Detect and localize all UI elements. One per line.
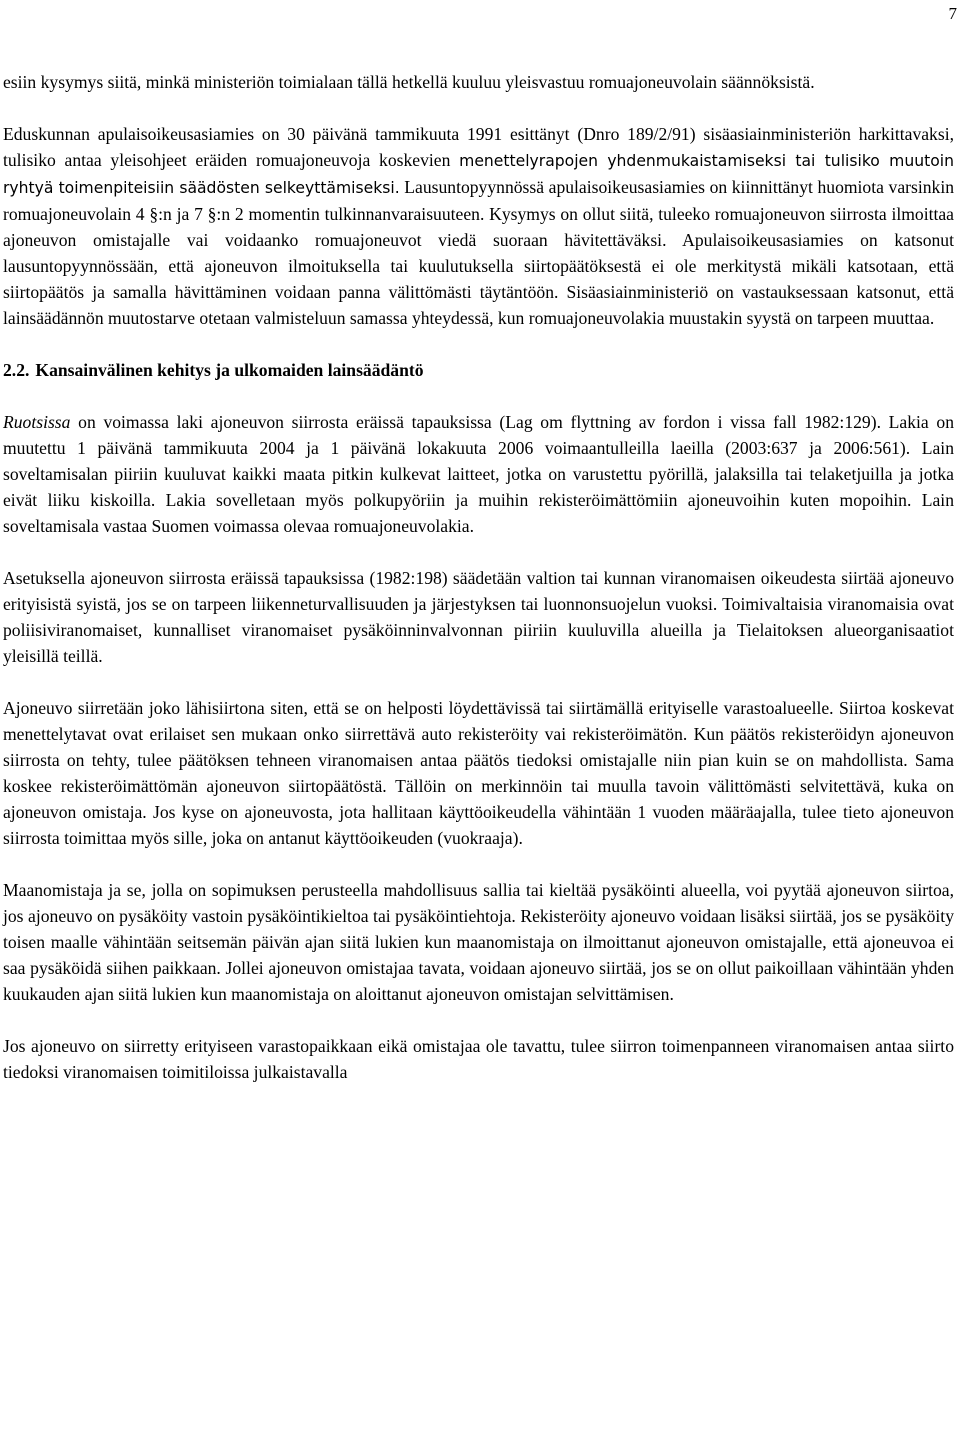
country-name: Ruotsissa [3, 412, 71, 432]
paragraph-text: Ajoneuvo siirretään joko lähisiirtona siten, että se on helposti löydettävissä tai siirtämällä erityiselle varastoalueelle. Siirtoa koskevat menettelytavat ovat erilaiset sen mukaan onko siirrettävä auto rekisteröity vai rekisteröimätön. Kun päätös rekisteröidyn ajoneuvon siirrosta on tehty, tulee päätöksen tehneen viranomaisen antaa päätös tiedoksi omistajalle niin pian kuin se on mahdollista. Sama koskee rekisteröimättömän ajoneuvon siirtopäätöstä. Tällöin on merkinnöin tai muulla tavoin välittömästi selvitettävä, kuka on ajoneuvon omistaja. Jos kyse on ajoneuvosta, jota hallitaan käyttöoikeudella vähintään 1 vuoden määräajalla, tulee tieto ajoneuvon siirrosta toimittaa myös sille, joka on antanut käyttöoikeuden (vuokraaja). [3, 698, 954, 848]
paragraph-text: esiin kysymys siitä, minkä ministeriön toimialaan tällä hetkellä kuuluu yleisvastuu romuajoneuvolain säännöksistä. [3, 72, 815, 92]
paragraph-sweden-law [3, 409, 954, 539]
paragraph-ombudsman [3, 121, 954, 331]
paragraph-text: Asetuksella ajoneuvon siirrosta eräissä tapauksissa (1982:198) säädetään valtion tai kunnan viranomaisen oikeudesta siirtää ajoneuvo erityisistä syistä, jos se on tarpeen liikenneturvallisuuden ja järjestyksen tai luonnonsuojelun vuoksi. Toimivaltaisia viranomaisia ovat poliisiviranomaiset, kunnalliset viranomaiset pysäköinninvalvonnan piiriin kuuluvilla alueilla ja Tielaitoksen alueorganisaatiot yleisillä teillä. [3, 568, 954, 666]
paragraph-text: on voimassa laki ajoneuvon siirrosta eräissä tapauksissa (Lag om flyttning av fordon i vissa fall 1982:129). Lakia on muutettu 1 päivänä tammikuuta 2004 ja 1 päivänä lokakuuta 2006 voimaantulleilla laeilla (2003:637 ja 2006:561). Lain soveltamisalan piiriin kuuluvat kaikki maata pitkin kulkevat laitteet, jotka on varustettu pyörillä, jalaksilla tai telaketjuilla ja jotka eivät liiku kiskoilla. Lakia sovelletaan myös polkupyöriin ja muihin rekisteröimättömiin ajoneuvoihin kuten mopoihin. Lain soveltamisala vastaa Suomen voimassa olevaa romuajoneuvolakia. [3, 412, 954, 536]
paragraph-decree [3, 565, 954, 669]
section-title: Kansainvälinen kehitys ja ulkomaiden lainsäädäntö [35, 360, 424, 380]
section-heading [3, 357, 954, 383]
page-number: 7 [948, 4, 957, 23]
paragraph-text-part-a: Eduskunnan apulaisoikeusasiamies on 30 päivänä tammikuuta 1991 esittänyt (Dnro 189/2/91) sisäasiainministeriön harkittavaksi, tulisiko antaa yleisohjeet eräiden romuajoneuvoja koskevien [3, 124, 954, 170]
paragraph-text: Jos ajoneuvo on siirretty erityiseen varastopaikkaan eikä omistajaa ole tavattu, tulee siirron toimenpanneen viranomaisen antaa siirto tiedoksi viranomaisen toimitiloissa julkaistavalla [3, 1036, 954, 1082]
paragraph-storage [3, 1033, 954, 1085]
paragraph-text: Maanomistaja ja se, jolla on sopimuksen perusteella mahdollisuus sallia tai kieltää pysäköinti alueella, voi pyytää ajoneuvon siirtoa, jos ajoneuvo on pysäköity vastoin pysäköintikieltoa tai pysäköintiehtoja. Rekisteröity ajoneuvo voidaan lisäksi siirtää, jos se pysäköity toisen maalle vähintään seitsemän päivän ajan siitä lukien kun maanomistaja on ilmoittanut ajoneuvon omistajalle, että ajoneuvoa ei saa pysäköidä siihen paikkaan. Jollei ajoneuvon omistajaa tavata, voidaan ajoneuvo siirtää, jos se on ollut paikoillaan vähintään yhden kuukauden ajan siitä lukien kun maanomistaja on aloittanut ajoneuvon omistajan selvittämisen. [3, 880, 954, 1004]
paragraph-text-part-b: Lausuntopyynnössä apulaisoikeusasiamies on kiinnittänyt huomiota varsinkin romuajoneuvolain 4 §:n ja 7 §:n 2 momentin tulkinnanvaraisuuteen. Kysymys on ollut siitä, tuleeko romuajoneuvon siirrosta ilmoittaa ajoneuvon omistajalle vai voidaanko romuajoneuvot viedä suoraan hävitettäväksi. Apulaisoikeusasiamies on katsonut lausuntopyynnössään, että ajoneuvon ilmoituksella tai kuulutuksella siirtopäätöksestä ei ole merkitystä mikäli katsotaan, että siirtopäätös ja samalla hävittäminen voidaan panna välittömästi täytäntöön. Sisäasiainministeriö on vastauksessaan katsonut, että lainsäädännön muutostarve otetaan valmisteluun samassa yhteydessä, kun romuajoneuvolakia muustakin syystä on tarpeen muuttaa. [3, 177, 954, 328]
paragraph-text-sans-segment: menettelyrapojen yhdenmukaistamiseksi tai tulisiko muutoin ryhtyä toimenpiteisiin säädösten selkeyttämiseksi. [3, 152, 954, 197]
section-number: 2.2. [3, 360, 30, 380]
paragraph-landowner [3, 877, 954, 1007]
paragraph-transfer-procedure [3, 695, 954, 851]
paragraph-intro-continuation [3, 69, 954, 95]
document-body [3, 69, 954, 1085]
